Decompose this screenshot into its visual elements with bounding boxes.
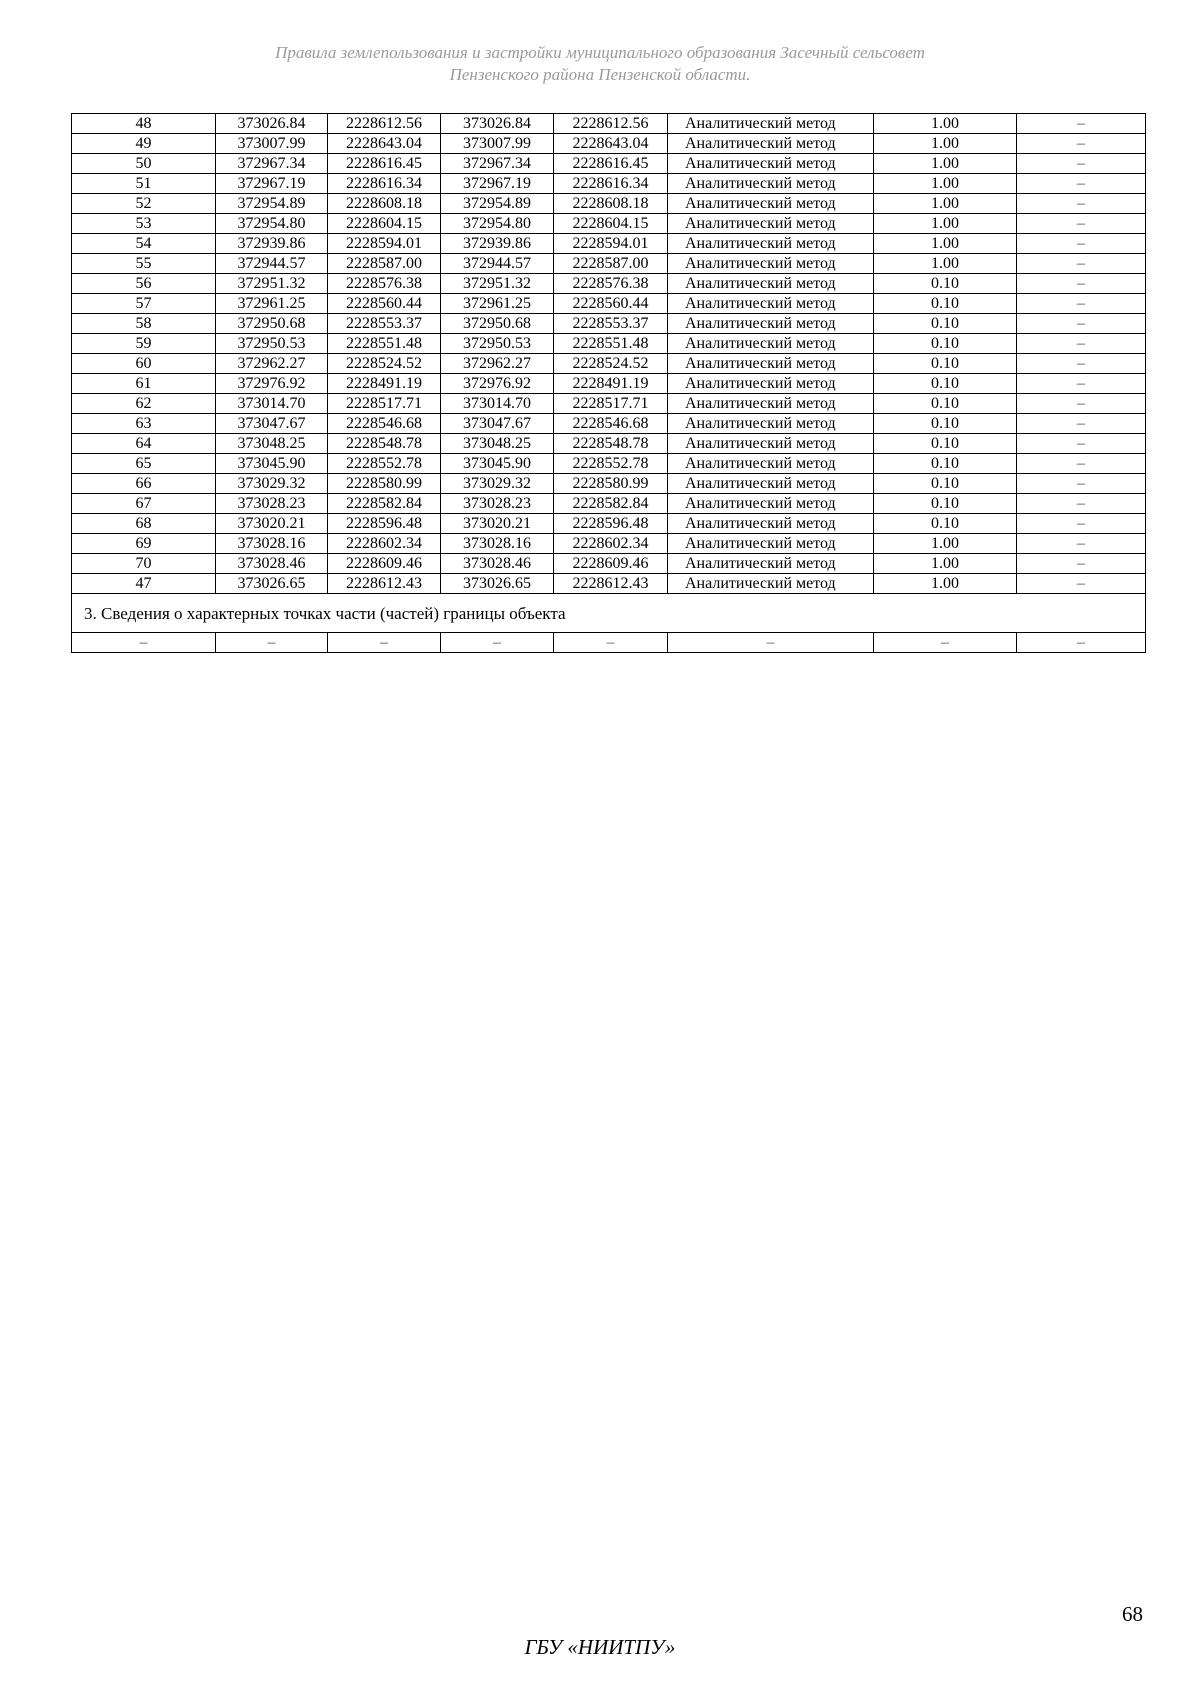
- cell-x-existing: 373020.21: [216, 514, 328, 534]
- table-row: [72, 494, 1146, 514]
- cell-accuracy: 1.00: [874, 574, 1017, 594]
- cell-x-new: 373028.16: [441, 534, 554, 554]
- cell-y-existing: 2228576.38: [328, 274, 441, 294]
- cell-point-number: 54: [72, 234, 216, 254]
- cell-note: –: [1017, 534, 1146, 554]
- cell-point-number: 64: [72, 434, 216, 454]
- table-row: [72, 554, 1146, 574]
- cell-y-existing: 2228616.34: [328, 174, 441, 194]
- cell-y-new: 2228643.04: [554, 134, 668, 154]
- cell-note: –: [1017, 354, 1146, 374]
- cell-note: –: [1017, 274, 1146, 294]
- cell-x-existing: 372950.53: [216, 334, 328, 354]
- table-row: [72, 454, 1146, 474]
- cell-note: –: [1017, 294, 1146, 314]
- empty-cell: –: [72, 633, 216, 653]
- cell-y-new: 2228612.43: [554, 574, 668, 594]
- cell-x-existing: 372951.32: [216, 274, 328, 294]
- cell-y-existing: 2228616.45: [328, 154, 441, 174]
- cell-y-new: 2228596.48: [554, 514, 668, 534]
- cell-x-existing: 373014.70: [216, 394, 328, 414]
- cell-y-existing: 2228609.46: [328, 554, 441, 574]
- cell-accuracy: 1.00: [874, 554, 1017, 574]
- cell-y-existing: 2228643.04: [328, 134, 441, 154]
- table-row: [72, 414, 1146, 434]
- cell-x-existing: 372976.92: [216, 374, 328, 394]
- cell-y-new: 2228616.45: [554, 154, 668, 174]
- cell-y-existing: 2228612.43: [328, 574, 441, 594]
- cell-x-existing: 373029.32: [216, 474, 328, 494]
- cell-x-existing: 373026.84: [216, 114, 328, 134]
- empty-cell: –: [1017, 633, 1146, 653]
- cell-y-new: 2228552.78: [554, 454, 668, 474]
- cell-note: –: [1017, 414, 1146, 434]
- cell-accuracy: 0.10: [874, 434, 1017, 454]
- cell-y-new: 2228612.56: [554, 114, 668, 134]
- cell-method: Аналитический метод: [668, 274, 874, 294]
- cell-y-new: 2228580.99: [554, 474, 668, 494]
- cell-y-existing: 2228580.99: [328, 474, 441, 494]
- cell-accuracy: 0.10: [874, 374, 1017, 394]
- cell-accuracy: 1.00: [874, 114, 1017, 134]
- cell-x-new: 372961.25: [441, 294, 554, 314]
- cell-method: Аналитический метод: [668, 314, 874, 334]
- cell-x-existing: 373028.23: [216, 494, 328, 514]
- cell-method: Аналитический метод: [668, 454, 874, 474]
- cell-point-number: 65: [72, 454, 216, 474]
- cell-x-new: 372950.68: [441, 314, 554, 334]
- cell-point-number: 50: [72, 154, 216, 174]
- cell-point-number: 57: [72, 294, 216, 314]
- cell-point-number: 58: [72, 314, 216, 334]
- cell-method: Аналитический метод: [668, 514, 874, 534]
- cell-point-number: 68: [72, 514, 216, 534]
- table-row: [72, 354, 1146, 374]
- cell-y-new: 2228594.01: [554, 234, 668, 254]
- table-row: [72, 434, 1146, 454]
- cell-accuracy: 0.10: [874, 494, 1017, 514]
- cell-y-new: 2228587.00: [554, 254, 668, 274]
- cell-method: Аналитический метод: [668, 494, 874, 514]
- cell-point-number: 52: [72, 194, 216, 214]
- cell-method: Аналитический метод: [668, 554, 874, 574]
- table-row: [72, 114, 1146, 134]
- cell-y-new: 2228602.34: [554, 534, 668, 554]
- cell-x-existing: 372939.86: [216, 234, 328, 254]
- table-row: [72, 314, 1146, 334]
- cell-note: –: [1017, 494, 1146, 514]
- cell-y-existing: 2228612.56: [328, 114, 441, 134]
- coordinates-table: [71, 113, 1146, 653]
- document-footer: ГБУ «НИИТПУ»: [524, 1635, 676, 1659]
- cell-method: Аналитический метод: [668, 294, 874, 314]
- empty-cell: –: [328, 633, 441, 653]
- table-row: [72, 514, 1146, 534]
- cell-point-number: 47: [72, 574, 216, 594]
- cell-accuracy: 0.10: [874, 354, 1017, 374]
- cell-point-number: 55: [72, 254, 216, 274]
- cell-x-existing: 372954.89: [216, 194, 328, 214]
- cell-x-existing: 373026.65: [216, 574, 328, 594]
- cell-note: –: [1017, 334, 1146, 354]
- cell-x-new: 373029.32: [441, 474, 554, 494]
- table-row: [72, 274, 1146, 294]
- cell-accuracy: 0.10: [874, 514, 1017, 534]
- cell-point-number: 59: [72, 334, 216, 354]
- cell-x-new: 372967.19: [441, 174, 554, 194]
- cell-point-number: 60: [72, 354, 216, 374]
- cell-y-existing: 2228602.34: [328, 534, 441, 554]
- cell-x-new: 373047.67: [441, 414, 554, 434]
- coordinates-table-container: [71, 113, 1145, 653]
- section-title: 3. Сведения о характерных точках части (частей) границы объекта: [72, 594, 1146, 633]
- cell-method: Аналитический метод: [668, 354, 874, 374]
- empty-cell: –: [441, 633, 554, 653]
- document-header: [0, 42, 1200, 86]
- table-row: [72, 334, 1146, 354]
- cell-note: –: [1017, 574, 1146, 594]
- cell-y-existing: 2228524.52: [328, 354, 441, 374]
- cell-accuracy: 0.10: [874, 394, 1017, 414]
- cell-x-new: 373014.70: [441, 394, 554, 414]
- table-row: [72, 134, 1146, 154]
- cell-x-new: 373007.99: [441, 134, 554, 154]
- cell-y-new: 2228524.52: [554, 354, 668, 374]
- cell-y-existing: 2228596.48: [328, 514, 441, 534]
- cell-x-new: 372950.53: [441, 334, 554, 354]
- cell-accuracy: 0.10: [874, 294, 1017, 314]
- cell-note: –: [1017, 474, 1146, 494]
- cell-accuracy: 0.10: [874, 454, 1017, 474]
- cell-accuracy: 1.00: [874, 254, 1017, 274]
- cell-method: Аналитический метод: [668, 374, 874, 394]
- cell-note: –: [1017, 314, 1146, 334]
- table-row: [72, 574, 1146, 594]
- cell-y-new: 2228553.37: [554, 314, 668, 334]
- cell-x-existing: 373047.67: [216, 414, 328, 434]
- cell-y-existing: 2228587.00: [328, 254, 441, 274]
- cell-method: Аналитический метод: [668, 194, 874, 214]
- cell-point-number: 63: [72, 414, 216, 434]
- section-row: [72, 594, 1146, 633]
- cell-x-existing: 372944.57: [216, 254, 328, 274]
- cell-method: Аналитический метод: [668, 154, 874, 174]
- cell-y-new: 2228491.19: [554, 374, 668, 394]
- cell-accuracy: 1.00: [874, 174, 1017, 194]
- cell-y-existing: 2228551.48: [328, 334, 441, 354]
- cell-point-number: 51: [72, 174, 216, 194]
- cell-x-existing: 373045.90: [216, 454, 328, 474]
- cell-x-new: 372954.89: [441, 194, 554, 214]
- cell-x-existing: 373048.25: [216, 434, 328, 454]
- cell-x-existing: 372967.19: [216, 174, 328, 194]
- cell-x-new: 373028.23: [441, 494, 554, 514]
- table-row: [72, 294, 1146, 314]
- empty-cell: –: [668, 633, 874, 653]
- cell-accuracy: 1.00: [874, 154, 1017, 174]
- cell-point-number: 56: [72, 274, 216, 294]
- table-row: [72, 374, 1146, 394]
- table-row: [72, 474, 1146, 494]
- table-row: [72, 394, 1146, 414]
- cell-y-new: 2228551.48: [554, 334, 668, 354]
- table-row: [72, 534, 1146, 554]
- table-body: [72, 114, 1146, 653]
- cell-x-new: 373020.21: [441, 514, 554, 534]
- cell-x-existing: 372962.27: [216, 354, 328, 374]
- cell-point-number: 48: [72, 114, 216, 134]
- cell-note: –: [1017, 254, 1146, 274]
- cell-x-new: 372976.92: [441, 374, 554, 394]
- cell-y-existing: 2228491.19: [328, 374, 441, 394]
- cell-x-new: 372944.57: [441, 254, 554, 274]
- header-line-1: Правила землепользования и застройки муниципального образования Засечный сельсовет: [275, 43, 925, 62]
- cell-x-new: 373048.25: [441, 434, 554, 454]
- table-row: [72, 234, 1146, 254]
- cell-y-existing: 2228594.01: [328, 234, 441, 254]
- cell-point-number: 66: [72, 474, 216, 494]
- cell-y-existing: 2228604.15: [328, 214, 441, 234]
- cell-y-new: 2228517.71: [554, 394, 668, 414]
- cell-note: –: [1017, 454, 1146, 474]
- cell-y-existing: 2228560.44: [328, 294, 441, 314]
- header-line-2: Пензенского района Пензенской области.: [449, 65, 751, 84]
- cell-note: –: [1017, 114, 1146, 134]
- cell-method: Аналитический метод: [668, 574, 874, 594]
- cell-method: Аналитический метод: [668, 174, 874, 194]
- empty-cell: –: [874, 633, 1017, 653]
- cell-x-new: 372954.80: [441, 214, 554, 234]
- cell-method: Аналитический метод: [668, 474, 874, 494]
- table-row: [72, 174, 1146, 194]
- cell-note: –: [1017, 514, 1146, 534]
- cell-y-new: 2228582.84: [554, 494, 668, 514]
- cell-note: –: [1017, 134, 1146, 154]
- cell-method: Аналитический метод: [668, 394, 874, 414]
- cell-accuracy: 1.00: [874, 214, 1017, 234]
- cell-accuracy: 0.10: [874, 334, 1017, 354]
- cell-point-number: 70: [72, 554, 216, 574]
- cell-method: Аналитический метод: [668, 434, 874, 454]
- page-number: 68: [1122, 1602, 1143, 1626]
- cell-x-existing: 372954.80: [216, 214, 328, 234]
- cell-y-new: 2228609.46: [554, 554, 668, 574]
- cell-accuracy: 0.10: [874, 314, 1017, 334]
- cell-x-new: 373026.65: [441, 574, 554, 594]
- cell-x-new: 372951.32: [441, 274, 554, 294]
- cell-x-new: 372967.34: [441, 154, 554, 174]
- cell-point-number: 69: [72, 534, 216, 554]
- cell-method: Аналитический метод: [668, 534, 874, 554]
- empty-cell: –: [216, 633, 328, 653]
- table-row: [72, 154, 1146, 174]
- cell-y-existing: 2228608.18: [328, 194, 441, 214]
- empty-cell: –: [554, 633, 668, 653]
- cell-y-existing: 2228582.84: [328, 494, 441, 514]
- cell-accuracy: 1.00: [874, 534, 1017, 554]
- cell-x-existing: 372967.34: [216, 154, 328, 174]
- cell-x-existing: 372961.25: [216, 294, 328, 314]
- cell-point-number: 53: [72, 214, 216, 234]
- cell-y-new: 2228546.68: [554, 414, 668, 434]
- cell-accuracy: 1.00: [874, 194, 1017, 214]
- cell-y-new: 2228576.38: [554, 274, 668, 294]
- cell-note: –: [1017, 394, 1146, 414]
- cell-x-existing: 372950.68: [216, 314, 328, 334]
- cell-x-new: 373045.90: [441, 454, 554, 474]
- cell-note: –: [1017, 234, 1146, 254]
- cell-x-existing: 373028.16: [216, 534, 328, 554]
- cell-accuracy: 1.00: [874, 134, 1017, 154]
- cell-y-new: 2228604.15: [554, 214, 668, 234]
- cell-accuracy: 1.00: [874, 234, 1017, 254]
- cell-note: –: [1017, 194, 1146, 214]
- cell-x-new: 373026.84: [441, 114, 554, 134]
- cell-y-existing: 2228517.71: [328, 394, 441, 414]
- cell-x-existing: 373007.99: [216, 134, 328, 154]
- cell-y-new: 2228608.18: [554, 194, 668, 214]
- cell-x-existing: 373028.46: [216, 554, 328, 574]
- cell-method: Аналитический метод: [668, 334, 874, 354]
- cell-note: –: [1017, 374, 1146, 394]
- cell-y-new: 2228560.44: [554, 294, 668, 314]
- empty-row: [72, 633, 1146, 653]
- cell-y-existing: 2228546.68: [328, 414, 441, 434]
- cell-y-existing: 2228553.37: [328, 314, 441, 334]
- cell-point-number: 67: [72, 494, 216, 514]
- cell-point-number: 62: [72, 394, 216, 414]
- table-row: [72, 254, 1146, 274]
- cell-note: –: [1017, 214, 1146, 234]
- cell-accuracy: 0.10: [874, 414, 1017, 434]
- cell-x-new: 372962.27: [441, 354, 554, 374]
- cell-y-new: 2228548.78: [554, 434, 668, 454]
- cell-note: –: [1017, 154, 1146, 174]
- cell-note: –: [1017, 554, 1146, 574]
- cell-method: Аналитический метод: [668, 234, 874, 254]
- cell-method: Аналитический метод: [668, 214, 874, 234]
- cell-accuracy: 0.10: [874, 474, 1017, 494]
- cell-method: Аналитический метод: [668, 254, 874, 274]
- cell-method: Аналитический метод: [668, 414, 874, 434]
- cell-y-existing: 2228552.78: [328, 454, 441, 474]
- cell-point-number: 61: [72, 374, 216, 394]
- cell-point-number: 49: [72, 134, 216, 154]
- table-row: [72, 214, 1146, 234]
- cell-y-existing: 2228548.78: [328, 434, 441, 454]
- cell-method: Аналитический метод: [668, 134, 874, 154]
- cell-note: –: [1017, 174, 1146, 194]
- cell-note: –: [1017, 434, 1146, 454]
- cell-x-new: 373028.46: [441, 554, 554, 574]
- cell-method: Аналитический метод: [668, 114, 874, 134]
- cell-x-new: 372939.86: [441, 234, 554, 254]
- cell-accuracy: 0.10: [874, 274, 1017, 294]
- table-row: [72, 194, 1146, 214]
- cell-y-new: 2228616.34: [554, 174, 668, 194]
